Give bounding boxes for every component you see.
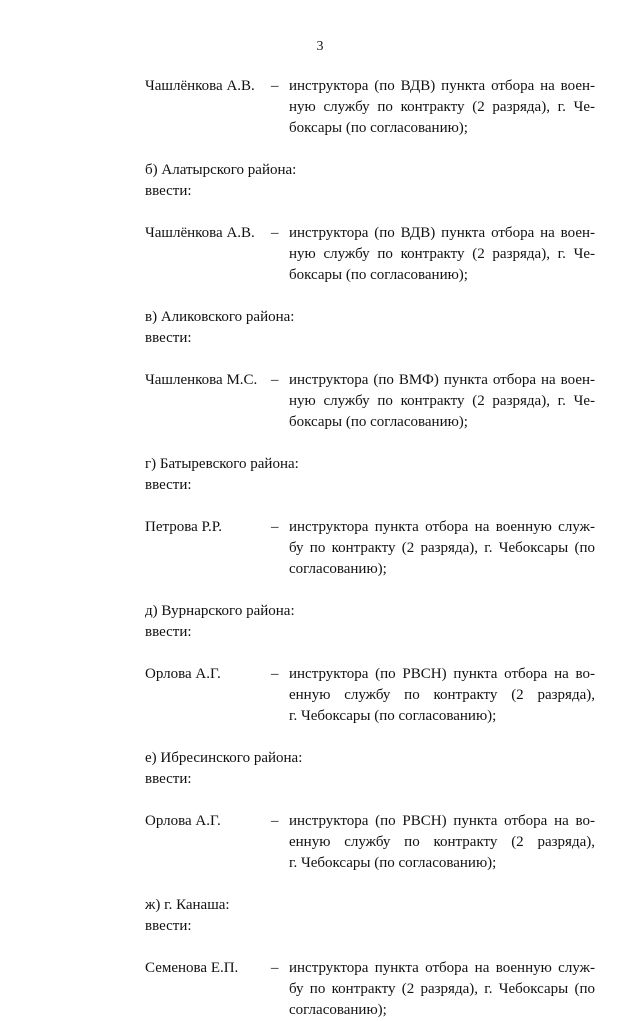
appointment-entry <box>145 664 595 727</box>
position-description <box>289 223 595 286</box>
appointment-entry <box>145 958 595 1021</box>
spacer <box>145 286 595 307</box>
district-heading: г) Батыревского района: <box>145 456 299 472</box>
action-label: ввести: <box>145 183 192 199</box>
description-line: ную службу по контракту (2 разряда), г. Че- <box>289 99 595 115</box>
position-description <box>289 517 595 580</box>
spacer <box>145 202 595 223</box>
person-name: Чашлёнкова А.В. <box>145 78 255 94</box>
spacer <box>145 580 595 601</box>
spacer <box>145 643 595 664</box>
document-body <box>145 76 595 1021</box>
action-label: ввести: <box>145 624 192 640</box>
description-line: согласованию); <box>289 1002 387 1018</box>
description-line: инструктора пункта отбора на военную служ- <box>289 519 595 535</box>
spacer <box>145 139 595 160</box>
action-label: ввести: <box>145 477 192 493</box>
dash-separator: – <box>271 372 279 388</box>
description-line: боксары (по согласованию); <box>289 267 468 283</box>
appointment-entry <box>145 76 595 139</box>
description-line: инструктора (по ВМФ) пункта отбора на воен- <box>289 372 595 388</box>
description-line: бу по контракту (2 разряда), г. Чебоксары (по <box>289 540 595 556</box>
dash-separator: – <box>271 666 279 682</box>
appointment-entry <box>145 517 595 580</box>
description-line: инструктора (по РВСН) пункта отбора на во- <box>289 666 595 682</box>
description-line: инструктора пункта отбора на военную служ- <box>289 960 595 976</box>
page-number: 3 <box>316 39 324 54</box>
district-heading: д) Вурнарского района: <box>145 603 295 619</box>
description-line: енную службу по контракту (2 разряда), <box>289 687 595 703</box>
spacer <box>145 496 595 517</box>
appointment-entry <box>145 370 595 433</box>
district-heading: ж) г. Канаша: <box>145 897 230 913</box>
position-description <box>289 664 595 727</box>
description-line: боксары (по согласованию); <box>289 414 468 430</box>
description-line: согласованию); <box>289 561 387 577</box>
description-line: ную службу по контракту (2 разряда), г. Че- <box>289 393 595 409</box>
appointment-entry <box>145 811 595 874</box>
position-description <box>289 811 595 874</box>
district-heading: в) Аликовского района: <box>145 309 295 325</box>
action-label: ввести: <box>145 771 192 787</box>
dash-separator: – <box>271 78 279 94</box>
description-line: боксары (по согласованию); <box>289 120 468 136</box>
spacer <box>145 727 595 748</box>
description-line: инструктора (по РВСН) пункта отбора на во- <box>289 813 595 829</box>
description-line: бу по контракту (2 разряда), г. Чебоксары (по <box>289 981 595 997</box>
spacer <box>145 790 595 811</box>
description-line: г. Чебоксары (по согласованию); <box>289 855 497 871</box>
spacer <box>145 937 595 958</box>
description-line: инструктора (по ВДВ) пункта отбора на воен- <box>289 78 595 94</box>
district-heading: е) Ибресинского района: <box>145 750 303 766</box>
description-line: инструктора (по ВДВ) пункта отбора на воен- <box>289 225 595 241</box>
description-line: ную службу по контракту (2 разряда), г. Че- <box>289 246 595 262</box>
action-label: ввести: <box>145 918 192 934</box>
dash-separator: – <box>271 225 279 241</box>
action-label: ввести: <box>145 330 192 346</box>
person-name: Орлова А.Г. <box>145 813 221 829</box>
description-line: г. Чебоксары (по согласованию); <box>289 708 497 724</box>
description-line: енную службу по контракту (2 разряда), <box>289 834 595 850</box>
person-name: Чашленкова М.С. <box>145 372 258 388</box>
dash-separator: – <box>271 960 279 976</box>
position-description <box>289 958 595 1021</box>
person-name: Семенова Е.П. <box>145 960 239 976</box>
person-name: Петрова Р.Р. <box>145 519 222 535</box>
position-description <box>289 370 595 433</box>
appointment-entry <box>145 223 595 286</box>
dash-separator: – <box>271 519 279 535</box>
position-description <box>289 76 595 139</box>
spacer <box>145 874 595 895</box>
district-heading: б) Алатырского района: <box>145 162 297 178</box>
dash-separator: – <box>271 813 279 829</box>
person-name: Чашлёнкова А.В. <box>145 225 255 241</box>
person-name: Орлова А.Г. <box>145 666 221 682</box>
spacer <box>145 349 595 370</box>
spacer <box>145 433 595 454</box>
